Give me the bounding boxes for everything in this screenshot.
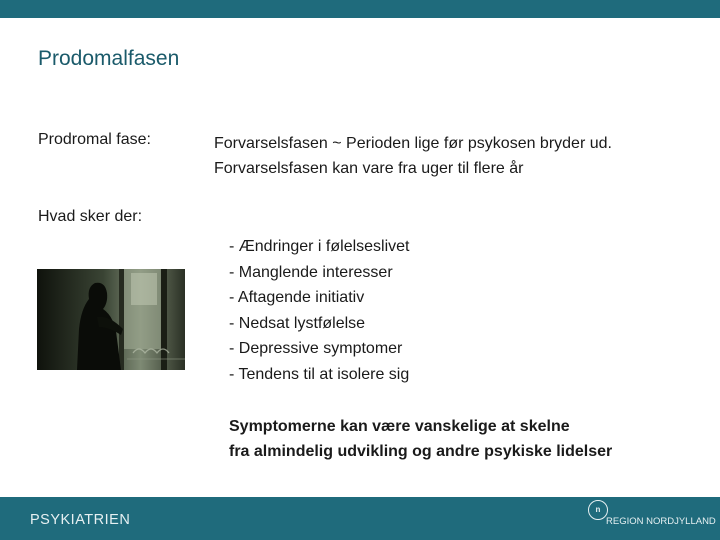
- slide-title: Prodomalfasen: [38, 47, 180, 70]
- list-item: - Manglende interesser: [229, 263, 393, 281]
- photo-illustration: [37, 269, 185, 370]
- summary-note: [229, 414, 612, 464]
- summary-line-2: fra almindelig udvikling og andre psykiske lidelser: [229, 443, 613, 460]
- definition-line-2: Forvarselsfasen kan vare fra uger til flere år: [214, 160, 524, 177]
- region-name: REGION NORDJYLLAND: [606, 516, 716, 527]
- list-item: - Depressive symptomer: [229, 340, 403, 358]
- definition-line-1: Forvarselsfasen ~ Perioden lige før psykosen bryder ud.: [214, 135, 612, 152]
- list-item: - Nedsat lystfølelse: [229, 314, 366, 332]
- phase-definition: [214, 131, 612, 181]
- symptom-list: [229, 234, 410, 388]
- list-item: - Aftagende initiativ: [229, 289, 365, 307]
- window-silhouette-photo: [37, 269, 185, 370]
- summary-line-1: Symptomerne kan være vanskelige at skelne: [229, 418, 570, 435]
- top-accent-bar: [0, 0, 720, 18]
- what-happens-label: Hvad sker der:: [38, 208, 143, 225]
- list-item: - Tendens til at isolere sig: [229, 365, 410, 383]
- region-emblem-icon: n: [588, 500, 608, 520]
- list-item: - Ændringer i følelseslivet: [229, 238, 410, 255]
- phase-label: Prodromal fase:: [38, 131, 151, 148]
- psykiatrien-logo: PSYKIATRIEN: [30, 512, 131, 528]
